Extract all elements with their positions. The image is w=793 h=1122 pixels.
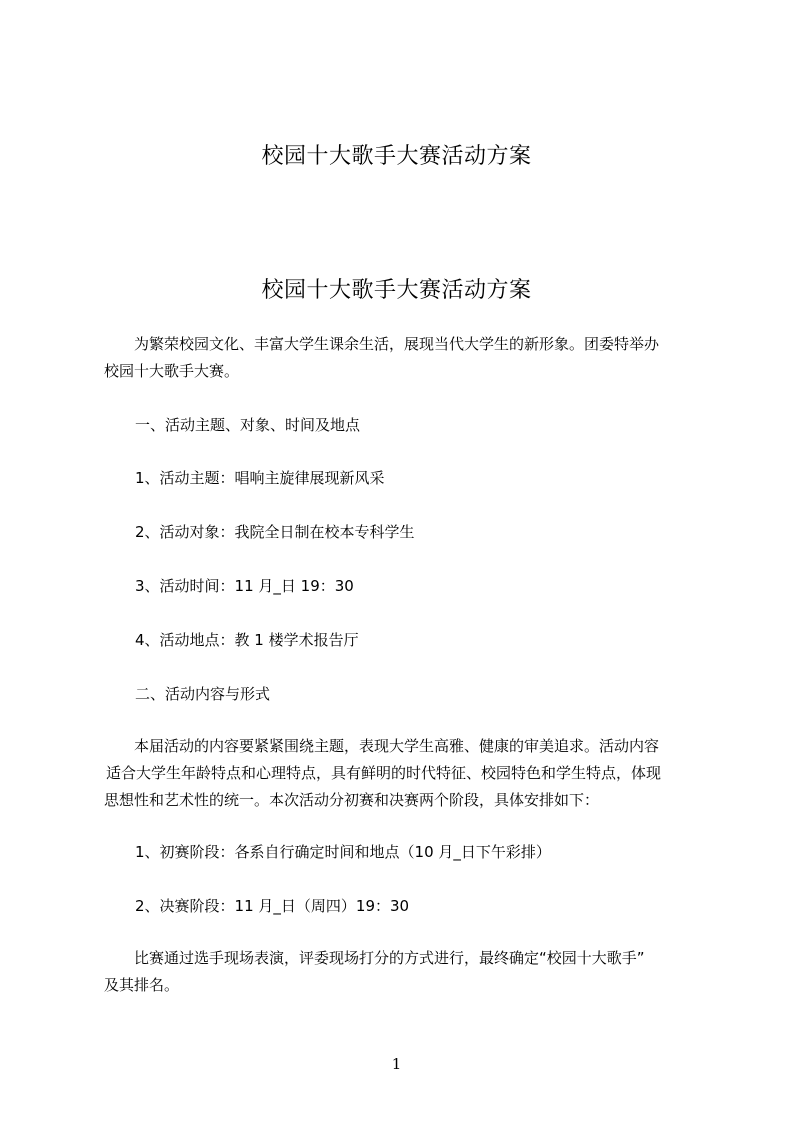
intro-line-1: 为繁荣校园文化、丰富大学生课余生活，展现当代大学生的新形象。团委特举办 <box>134 335 660 353</box>
header-title: 校园十大歌手大赛活动方案 <box>261 144 532 169</box>
item-time: 3、活动时间：11 月_日 19：30 <box>135 577 354 595</box>
intro-line-2: 校园十大歌手大赛。 <box>104 362 240 380</box>
intro-paragraph <box>104 331 700 385</box>
stage-final: 2、决赛阶段：11 月_日（周四）19：30 <box>135 897 410 915</box>
item-theme: 1、活动主题：唱响主旋律展现新风采 <box>135 469 385 487</box>
content-paragraph <box>104 733 700 814</box>
final-line-2: 及其排名。 <box>104 976 180 994</box>
section1-heading: 一、活动主题、对象、时间及地点 <box>135 416 361 434</box>
section2-heading: 二、活动内容与形式 <box>135 685 271 703</box>
item-audience: 2、活动对象：我院全日制在校本专科学生 <box>135 523 415 541</box>
main-title: 校园十大歌手大赛活动方案 <box>261 278 532 303</box>
content-line-2: 适合大学生年龄特点和心理特点，具有鲜明的时代特征、校园特色和学生特点，体现 <box>106 764 662 782</box>
final-line-1: 比赛通过选手现场表演，评委现场打分的方式进行，最终确定“校园十大歌手” <box>134 949 645 967</box>
page-number: 1 <box>391 1055 402 1073</box>
content-line-3: 思想性和艺术性的统一。本次活动分初赛和决赛两个阶段，具体安排如下： <box>104 791 600 809</box>
stage-preliminary: 1、初赛阶段：各系自行确定时间和地点（10 月_日下午彩排） <box>135 843 551 861</box>
content-line-1: 本届活动的内容要紧紧围绕主题，表现大学生高雅、健康的审美追求。活动内容 <box>134 737 660 755</box>
final-paragraph <box>104 945 700 999</box>
item-location: 4、活动地点：教 1 楼学术报告厅 <box>135 631 359 649</box>
